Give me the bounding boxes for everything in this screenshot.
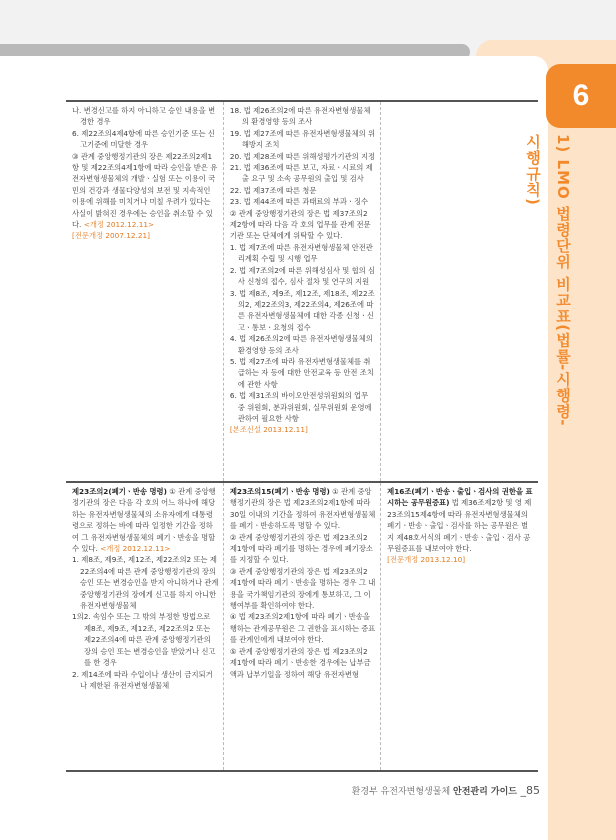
rule-cell bbox=[381, 101, 538, 482]
clause-text: ② 관계 중앙행정기관의 장은 법 제37조의2 제2항에 따라 다음 각 호의 업무를 관계 전문기관 또는 단체에게 위탁할 수 있다. bbox=[229, 208, 371, 241]
article-heading: 제16조(폐기ㆍ반송ㆍ출입ㆍ검사의 권한을 표시하는 공무원증표) bbox=[387, 487, 533, 508]
table-row bbox=[66, 101, 538, 482]
clause-text: 1. 법 제7조에 따른 유전자변형생물체 안전관리계획 수립 및 시행 업무 bbox=[229, 242, 373, 264]
clause-paragraph bbox=[230, 532, 376, 566]
clause-paragraph bbox=[230, 208, 376, 242]
clause-paragraph bbox=[230, 128, 376, 151]
clause-text: 5. 법 제27조에 따라 유전자변형생물체를 취급하는 자 등에 대한 안전교육 등 안전 조치에 관한 사항 bbox=[229, 356, 374, 389]
clause-text: 6. 법 제31조의 바이오안전성위원회의 업무 중 위원회, 분과위원회, 실무위원회 운영에 관하여 필요한 사항 bbox=[229, 391, 372, 423]
clause-paragraph bbox=[230, 566, 376, 612]
clause-paragraph bbox=[230, 486, 376, 532]
clause-paragraph bbox=[72, 105, 219, 128]
footer-guide-bold: 안전관리 가이드 bbox=[453, 787, 517, 797]
article-heading: 제23조의2(폐기ㆍ반송 명령) bbox=[72, 487, 167, 496]
clause-text: 19. 법 제27조에 따른 유전자변형생물체의 위해방지 조치 bbox=[229, 128, 376, 150]
clause-paragraph bbox=[230, 333, 376, 356]
clause-paragraph bbox=[72, 230, 219, 241]
clause-text: 1의2. 속임수 또는 그 밖의 부정한 방법으로 제8조, 제9조, 제12조, 제22조의2 또는 제22조의4에 따른 관계 중앙행정기관의 장의 승인 또는 변경승인을 받았거나 신고를 한 경우 bbox=[72, 612, 216, 668]
clause-text: ⑤ 관계 중앙행정기관의 장은 법 제23조의2 제1항에 따라 폐기ㆍ반송한 경우에는 납부금액과 납부기일을 정하여 해당 유전자변형 bbox=[229, 646, 371, 679]
clause-text: 2. 법 제7조의2에 따른 위해성심사 및 협의 심사 신청의 접수, 심사 절차 및 연구의 지원 bbox=[229, 265, 376, 287]
clause-paragraph bbox=[230, 356, 376, 390]
amendment-note: [전문개정 2007.12.21] bbox=[72, 231, 150, 241]
clause-text: 3. 법 제8조, 제9조, 제12조, 제18조, 제22조의2, 제22조의3, 제22조의4, 제26조에 따른 유전자변형생물체에 대한 각종 신청ㆍ신고ㆍ통보ㆍ요청의 접수 bbox=[229, 288, 375, 332]
clause-text: 20. 법 제28조에 따른 위해성평가기관의 지정 bbox=[229, 151, 376, 161]
clause-text: 법 제36조제2항 및 영 제23조의15제4항에 따라 유전자변형생물체의 폐기ㆍ반송ㆍ출입ㆍ검사를 하는 공무원은 별지 제48호서식의 폐기ㆍ반송ㆍ출입ㆍ검사 공무원증표를 내보여야 한다. bbox=[387, 498, 532, 554]
clause-text: 나. 변경신고를 하지 아니하고 승인 내용을 변경한 경우 bbox=[72, 106, 216, 127]
clause-text: ② 관계 중앙행정기관의 장은 법 제23조의2 제1항에 따라 폐기를 명하는 경우에 폐기장소를 지정할 수 있다. bbox=[229, 532, 373, 565]
clause-paragraph bbox=[230, 196, 376, 207]
clause-paragraph bbox=[230, 424, 376, 435]
table-row bbox=[66, 482, 538, 771]
clause-paragraph bbox=[230, 185, 376, 196]
clause-paragraph bbox=[230, 390, 376, 424]
chapter-number: 6 bbox=[572, 79, 590, 112]
clause-text: 21. 법 제36조에 따른 보고, 자료ㆍ시료의 제출 요구 및 소속 공무원의 출입 및 검사 bbox=[229, 163, 373, 184]
clause-paragraph bbox=[72, 128, 219, 151]
law-cell bbox=[66, 482, 223, 771]
clause-paragraph bbox=[230, 162, 376, 185]
clause-text: 18. 법 제26조의2에 따른 유전자변형생물체의 환경영향 등의 조사 bbox=[229, 106, 371, 127]
chapter-tab bbox=[546, 64, 616, 128]
law-cell bbox=[66, 101, 223, 482]
clause-paragraph bbox=[230, 611, 376, 645]
chapter-title: 1) LMO 법령단위 비교표(법률-시행령-시행규칙) bbox=[524, 134, 572, 427]
article-heading: 제23조의15(폐기ㆍ반송 명령) bbox=[229, 487, 330, 496]
clause-paragraph bbox=[230, 646, 376, 680]
clause-text: 6. 제22조의4제4항에 따른 승인기준 또는 신고기준에 미달한 경우 bbox=[72, 128, 215, 150]
clause-paragraph bbox=[72, 554, 219, 611]
clause-text: ① 관계 중앙행정기관의 장은 다음 각 호의 어느 하나에 해당하는 유전자변형생물체의 소유자에게 대통령령으로 정하는 바에 따라 일정한 기간을 정하여 그 유전자변형생물체의 폐기ㆍ반송을 명할 수 있다. bbox=[72, 487, 216, 554]
clause-paragraph bbox=[72, 669, 219, 692]
decree-cell bbox=[223, 101, 380, 482]
rule-cell bbox=[381, 482, 538, 771]
amendment-note: <개정 2012.12.11> bbox=[83, 220, 155, 230]
clause-paragraph bbox=[230, 288, 376, 334]
clause-text: 22. 법 제37조에 따른 청문 bbox=[229, 185, 317, 195]
clause-paragraph bbox=[72, 611, 219, 668]
clause-text: 23. 법 제44조에 따른 과태료의 부과ㆍ징수 bbox=[229, 197, 369, 207]
clause-text: ③ 관계 중앙행정기관의 장은 법 제23조의2 제1항에 따라 폐기ㆍ반송을 명하는 경우 그 내용을 국가책임기관의 장에게 통보하고, 그 이행여부를 확인하여야 한다. bbox=[229, 566, 376, 611]
clause-text: 4. 법 제26조의2에 따른 유전자변형생물체의 환경영향 등의 조사 bbox=[229, 334, 373, 355]
clause-text: ③ 관계 중앙행정기관의 장은 제22조의2제1항 및 제22조의4제1항에 따라 승인을 받은 유전자변형생물체의 개발ㆍ실험 또는 이용이 국민의 건강과 생물다양성의 보전 및 지속적인 이용에 위해를 미치거나 미칠 우려가 있다는 사실이 밝혀진 경우에는 승인을 취소할 수 있다. bbox=[72, 151, 218, 230]
amendment-note: <개정 2012.12.11> bbox=[100, 544, 171, 554]
page-number: _85 bbox=[517, 784, 540, 797]
clause-paragraph bbox=[230, 151, 376, 162]
clause-paragraph bbox=[387, 554, 534, 565]
decree-cell bbox=[223, 482, 380, 771]
clause-text: 1. 제8조, 제9조, 제12조, 제22조의2 또는 제22조의4에 따른 관계 중앙행정기관의 장의 승인 또는 변경승인을 받지 아니하거나 관계 중앙행정기관의 장에게 신고를 하지 아니한 유전자변형생물체 bbox=[72, 555, 219, 611]
page-footer bbox=[340, 784, 540, 798]
clause-paragraph bbox=[230, 105, 376, 128]
clause-paragraph bbox=[230, 242, 376, 265]
clause-text: 2. 제14조에 따라 수입이나 생산이 금지되거나 제한된 유전자변형생물체 bbox=[72, 669, 213, 690]
clause-paragraph bbox=[387, 486, 534, 554]
clause-paragraph bbox=[72, 486, 219, 554]
clause-text: ① 관계 중앙행정기관의 장은 법 제23조의2제1항에 따라 30일 이내의 기간을 정하여 유전자변형생물체를 폐기ㆍ반송하도록 명할 수 있다. bbox=[229, 487, 376, 531]
clause-paragraph bbox=[230, 265, 376, 288]
law-comparison-table bbox=[66, 100, 538, 772]
amendment-note: [전문개정 2013.12.10] bbox=[387, 555, 466, 565]
clause-text: ④ 법 제23조의2제1항에 따라 폐기ㆍ반송을 행하는 관계공무원은 그 권한을 표시하는 증표를 관계인에게 내보여야 한다. bbox=[229, 612, 376, 645]
footer-guide-text: 환경부 유전자변형생물체 bbox=[351, 787, 453, 797]
clause-paragraph bbox=[72, 151, 219, 231]
amendment-note: [본조신설 2013.12.11] bbox=[229, 425, 308, 435]
